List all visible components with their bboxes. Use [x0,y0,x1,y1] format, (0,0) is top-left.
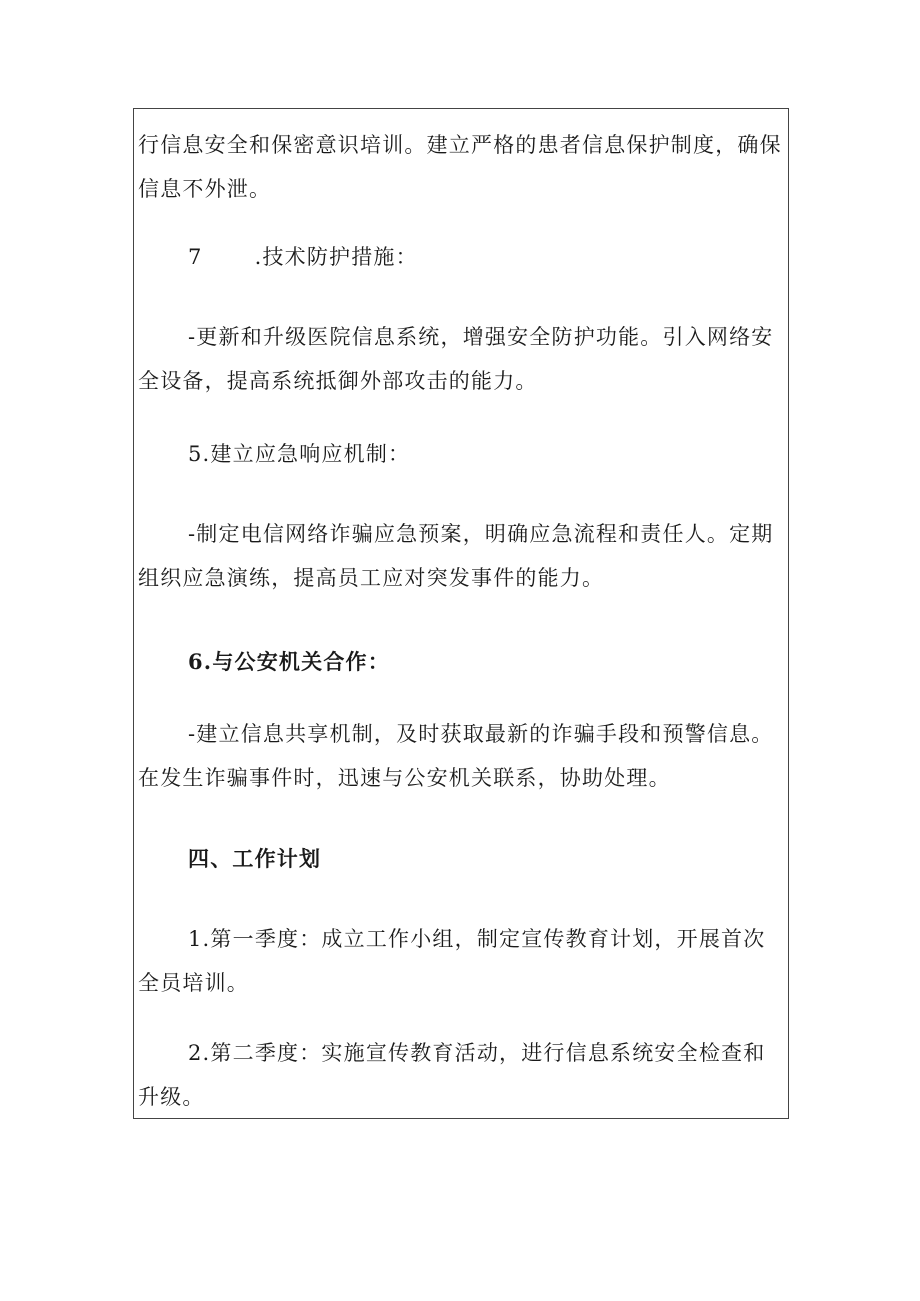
paragraph-plan-q2: 2.第二季度：实施宣传教育活动，进行信息系统安全检查和升级。 [138,1041,766,1109]
heading-text: .技术防护措施： [254,245,418,269]
heading-police-cooperation: 6.与公安机关合作： [188,649,390,674]
paragraph-system-upgrade: -更新和升级医院信息系统，增强安全防护功能。引入网络安全设备，提高系统抵御外部攻击的能力。 [138,325,774,393]
heading-tech-protection [138,235,786,279]
paragraph-emergency-plan: -制定电信网络诈骗应急预案，明确应急流程和责任人。定期组织应急演练，提高员工应对突发事件的能力。 [138,522,774,590]
heading-number: 7 [188,245,203,269]
document-frame [133,108,789,1119]
paragraph-plan-q1: 1.第一季度：成立工作小组，制定宣传教育计划，开展首次全员培训。 [138,927,766,995]
paragraph-info-sharing: -建立信息共享机制，及时获取最新的诈骗手段和预警信息。在发生诈骗事件时，迅速与公安机关联系，协助处理。 [138,722,774,790]
paragraph-info-security-training: 行信息安全和保密意识培训。建立严格的患者信息保护制度，确保信息不外泄。 [138,133,782,201]
heading-emergency-response: 5.建立应急响应机制： [188,442,411,466]
heading-work-plan: 四、工作计划 [188,846,322,871]
